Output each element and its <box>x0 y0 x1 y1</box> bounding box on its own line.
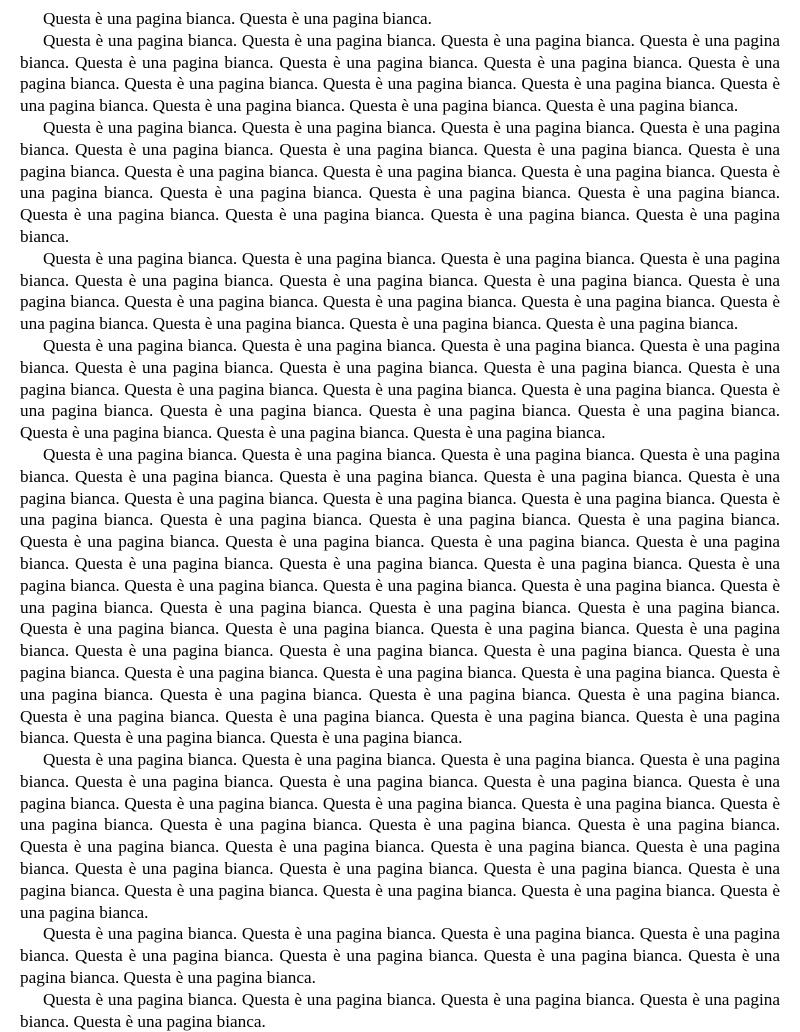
paragraph-6: Questa è una pagina bianca. Questa è una pagina bianca. Questa è una pagina bianca. Questa è una pagina bianca. Questa è una pagina bianca. Questa è una pagina bianca. Questa è una pagina bianca. Questa è una pagina bianca. Questa è una pagina bianca. Questa è una pagina bianca. Questa è una pagina bianca. Questa è una pagina bianca. Questa è una pagina bianca. Questa è una pagina bianca. Questa è una pagina bianca. Questa è una pagina bianca. Questa è una pagina bianca. Questa è una pagina bianca. Questa è una pagina bianca. Questa è una pagina bianca. Questa è una pagina bianca. Questa è una pagina bianca. Questa è una pagina bianca. Questa è una pagina bianca. Questa è una pagina bianca. Questa è una pagina bianca. Questa è una pagina bianca. Questa è una pagina bianca. Questa è una pagina bianca. Questa è una pagina bianca. Questa è una pagina bianca. Questa è una pagina bianca. Questa è una pagina bianca. Questa è una pagina bianca. Questa è una pagina bianca. Questa è una pagina bianca. Questa è una pagina bianca. Questa è una pagina bianca. Questa è una pagina bianca. Questa è una pagina bianca. Questa è una pagina bianca. Questa è una pagina bianca. Questa è una pagina bianca. Questa è una pagina bianca. Questa è una pagina bianca. Questa è una pagina bianca. Questa è una pagina bianca. Questa è una pagina bianca. Questa è una pagina bianca. Questa è una pagina bianca. Questa è una pagina bianca. <box>20 444 780 748</box>
paragraph-2: Questa è una pagina bianca. Questa è una pagina bianca. Questa è una pagina bianca. Questa è una pagina bianca. Questa è una pagina bianca. Questa è una pagina bianca. Questa è una pagina bianca. Questa è una pagina bianca. Questa è una pagina bianca. Questa è una pagina bianca. Questa è una pagina bianca. Questa è una pagina bianca. Questa è una pagina bianca. Questa è una pagina bianca. Questa è una pagina bianca. <box>20 30 780 116</box>
paragraph-5: Questa è una pagina bianca. Questa è una pagina bianca. Questa è una pagina bianca. Questa è una pagina bianca. Questa è una pagina bianca. Questa è una pagina bianca. Questa è una pagina bianca. Questa è una pagina bianca. Questa è una pagina bianca. Questa è una pagina bianca. Questa è una pagina bianca. Questa è una pagina bianca. Questa è una pagina bianca. Questa è una pagina bianca. Questa è una pagina bianca. Questa è una pagina bianca. Questa è una pagina bianca. Questa è una pagina bianca. <box>20 335 780 443</box>
paragraph-8: Questa è una pagina bianca. Questa è una pagina bianca. Questa è una pagina bianca. Questa è una pagina bianca. Questa è una pagina bianca. Questa è una pagina bianca. Questa è una pagina bianca. Questa è una pagina bianca. Questa è una pagina bianca. <box>20 924 780 988</box>
paragraph-3: Questa è una pagina bianca. Questa è una pagina bianca. Questa è una pagina bianca. Questa è una pagina bianca. Questa è una pagina bianca. Questa è una pagina bianca. Questa è una pagina bianca. Questa è una pagina bianca. Questa è una pagina bianca. Questa è una pagina bianca. Questa è una pagina bianca. Questa è una pagina bianca. Questa è una pagina bianca. Questa è una pagina bianca. Questa è una pagina bianca. Questa è una pagina bianca. Questa è una pagina bianca. Questa è una pagina bianca. Questa è una pagina bianca. <box>20 117 780 246</box>
paragraph-4: Questa è una pagina bianca. Questa è una pagina bianca. Questa è una pagina bianca. Questa è una pagina bianca. Questa è una pagina bianca. Questa è una pagina bianca. Questa è una pagina bianca. Questa è una pagina bianca. Questa è una pagina bianca. Questa è una pagina bianca. Questa è una pagina bianca. Questa è una pagina bianca. Questa è una pagina bianca. Questa è una pagina bianca. Questa è una pagina bianca. <box>20 248 780 334</box>
paragraph-7: Questa è una pagina bianca. Questa è una pagina bianca. Questa è una pagina bianca. Questa è una pagina bianca. Questa è una pagina bianca. Questa è una pagina bianca. Questa è una pagina bianca. Questa è una pagina bianca. Questa è una pagina bianca. Questa è una pagina bianca. Questa è una pagina bianca. Questa è una pagina bianca. Questa è una pagina bianca. Questa è una pagina bianca. Questa è una pagina bianca. Questa è una pagina bianca. Questa è una pagina bianca. Questa è una pagina bianca. Questa è una pagina bianca. Questa è una pagina bianca. Questa è una pagina bianca. Questa è una pagina bianca. Questa è una pagina bianca. Questa è una pagina bianca. Questa è una pagina bianca. Questa è una pagina bianca. Questa è una pagina bianca. <box>20 750 780 922</box>
paragraph-9: Questa è una pagina bianca. Questa è una pagina bianca. Questa è una pagina bianca. Questa è una pagina bianca. Questa è una pagina bianca. <box>20 989 780 1031</box>
paragraph-1: Questa è una pagina bianca. Questa è una pagina bianca. <box>43 9 432 28</box>
